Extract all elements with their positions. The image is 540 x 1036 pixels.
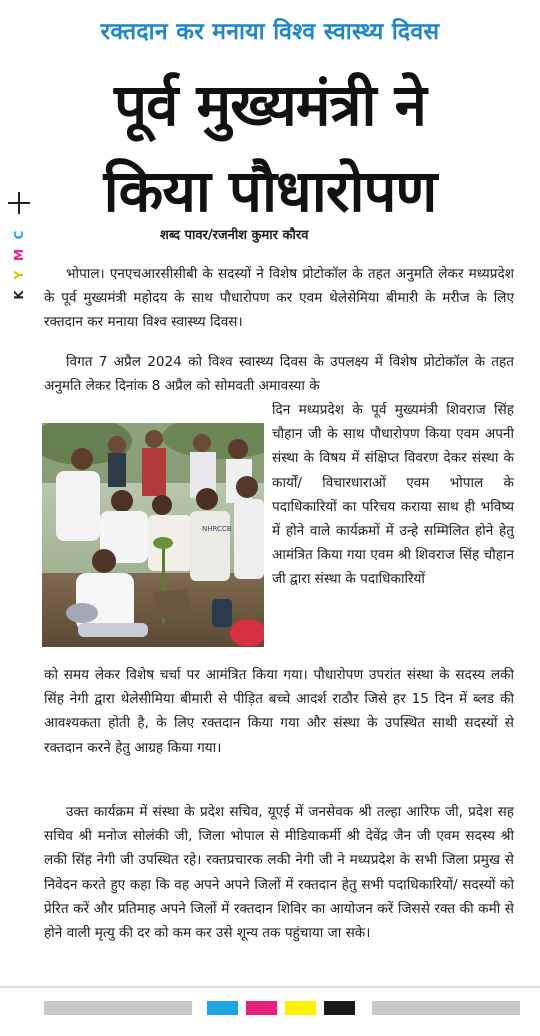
cmyk-k: K [12, 290, 26, 300]
article-paragraph-1: भोपाल। एनएचआरसीसीबी के सदस्यों ने विशेष प्रोटोकॉल के तहत अनुमति लेकर मध्यप्रदेश के पूर्व मुख्यमंत्री महोदय के साथ पौधारोपण कर एवम थेलेसेमिया बीमारी के मरीज के लिए रक्तदान कर मनाया विश्व स्वास्थ्य दिवस। [44, 266, 514, 331]
cmyk-color-label [9, 228, 29, 318]
black-swatch [324, 1001, 355, 1015]
footer-divider [0, 986, 540, 988]
cyan-swatch [207, 1001, 238, 1015]
article-paragraph-3: उक्त कार्यक्रम में संस्था के प्रदेश सचिव, यूएई में जनसेवक श्री तल्हा आरिफ जी, प्रदेश सह सचिव श्री मनोज सोलंकी जी, जिला भोपाल से मीडियाकर्मी श्री देवेंद्र जैन जी एवम सदस्य श्री लकी सिंह नेगी जी उपस्थित रहे। रक्तप्रचारक लकी नेगी जी ने मध्यप्रदेश के सभी जिला प्रमुख से निवेदन करते हुए कहा कि वह अपने अपने जिलों में रक्तदान हेतु सभी पदाधिकारियों/ सदस्यों को प्रेरित करें और प्रतिमाह अपने जिलों में रक्तदान शिविर का आयोजन करें जिससे रक्त की कमी से होने वाली मृत्यु की दर को कम कर उसे शून्य तक पहुंचाया जा सके। [44, 804, 514, 942]
kicker-headline: रक्तदान कर मनाया विश्व स्वास्थ्य दिवस [100, 19, 440, 45]
byline: शब्द पावर/रजनीश कुमार कौरव [160, 228, 309, 243]
cmyk-y: Y [12, 270, 26, 280]
print-bar-right [372, 1001, 520, 1015]
headline-line-2: किया पौधारोपण [103, 157, 437, 225]
magenta-swatch [246, 1001, 277, 1015]
tree-planting-photo [42, 423, 264, 647]
article-paragraph-2-wrap: दिन मध्यप्रदेश के पूर्व मुख्यमंत्री शिवराज सिंह चौहान जी के साथ पौधारोपण किया एवम अपनी संस्था के विषय में संक्षिप्त विवरण देकर संस्था के कार्यों/ विचारधाराओं एवम भोपाल के पदाधिकारियों का परिचय कराया साथ ही भविष्य में होने वाले कार्यक्रमों में उन्हे सम्मिलित होने हेतु आमंत्रित किया गया एवम श्री शिवराज सिंह चौहान जी द्वारा संस्था के पदाधिकारियों [272, 402, 514, 588]
article-paragraph-2-end: को समय लेकर विशेष चर्चा पर आमंत्रित किया गया। पौधारोपण उपरांत संस्था के सदस्य लकी सिंह नेगी द्वारा थेलेसीमिया बीमारी से पीड़ित बच्चे आदर्श राठौर जिसे हर 15 दिन में ब्लड की आवश्यकता होती है, के लिए रक्तदान किया गया और संस्था के उपस्थित साथी सदस्यों से रक्तदान करने हेतु आग्रह किया गया। [44, 667, 514, 756]
yellow-swatch [285, 1001, 316, 1015]
headline-line-1: पूर्व मुख्यमंत्री ने [114, 71, 426, 139]
cmyk-m: M [12, 249, 26, 261]
print-bar-left [44, 1001, 192, 1015]
tshirt-text: NHRCCB [202, 525, 232, 533]
news-photo [42, 423, 264, 647]
main-headline [0, 62, 540, 234]
article-paragraph-2-start: विगत 7 अप्रैल 2024 को विश्व स्वास्थ्य दिवस के उपलक्ष्य में विशेष प्रोटोकॉल के तहत अनुमति लेकर दिनांक 8 अप्रैल को सोमवती अमावस्या के [44, 354, 514, 395]
cmyk-c: C [12, 230, 26, 240]
